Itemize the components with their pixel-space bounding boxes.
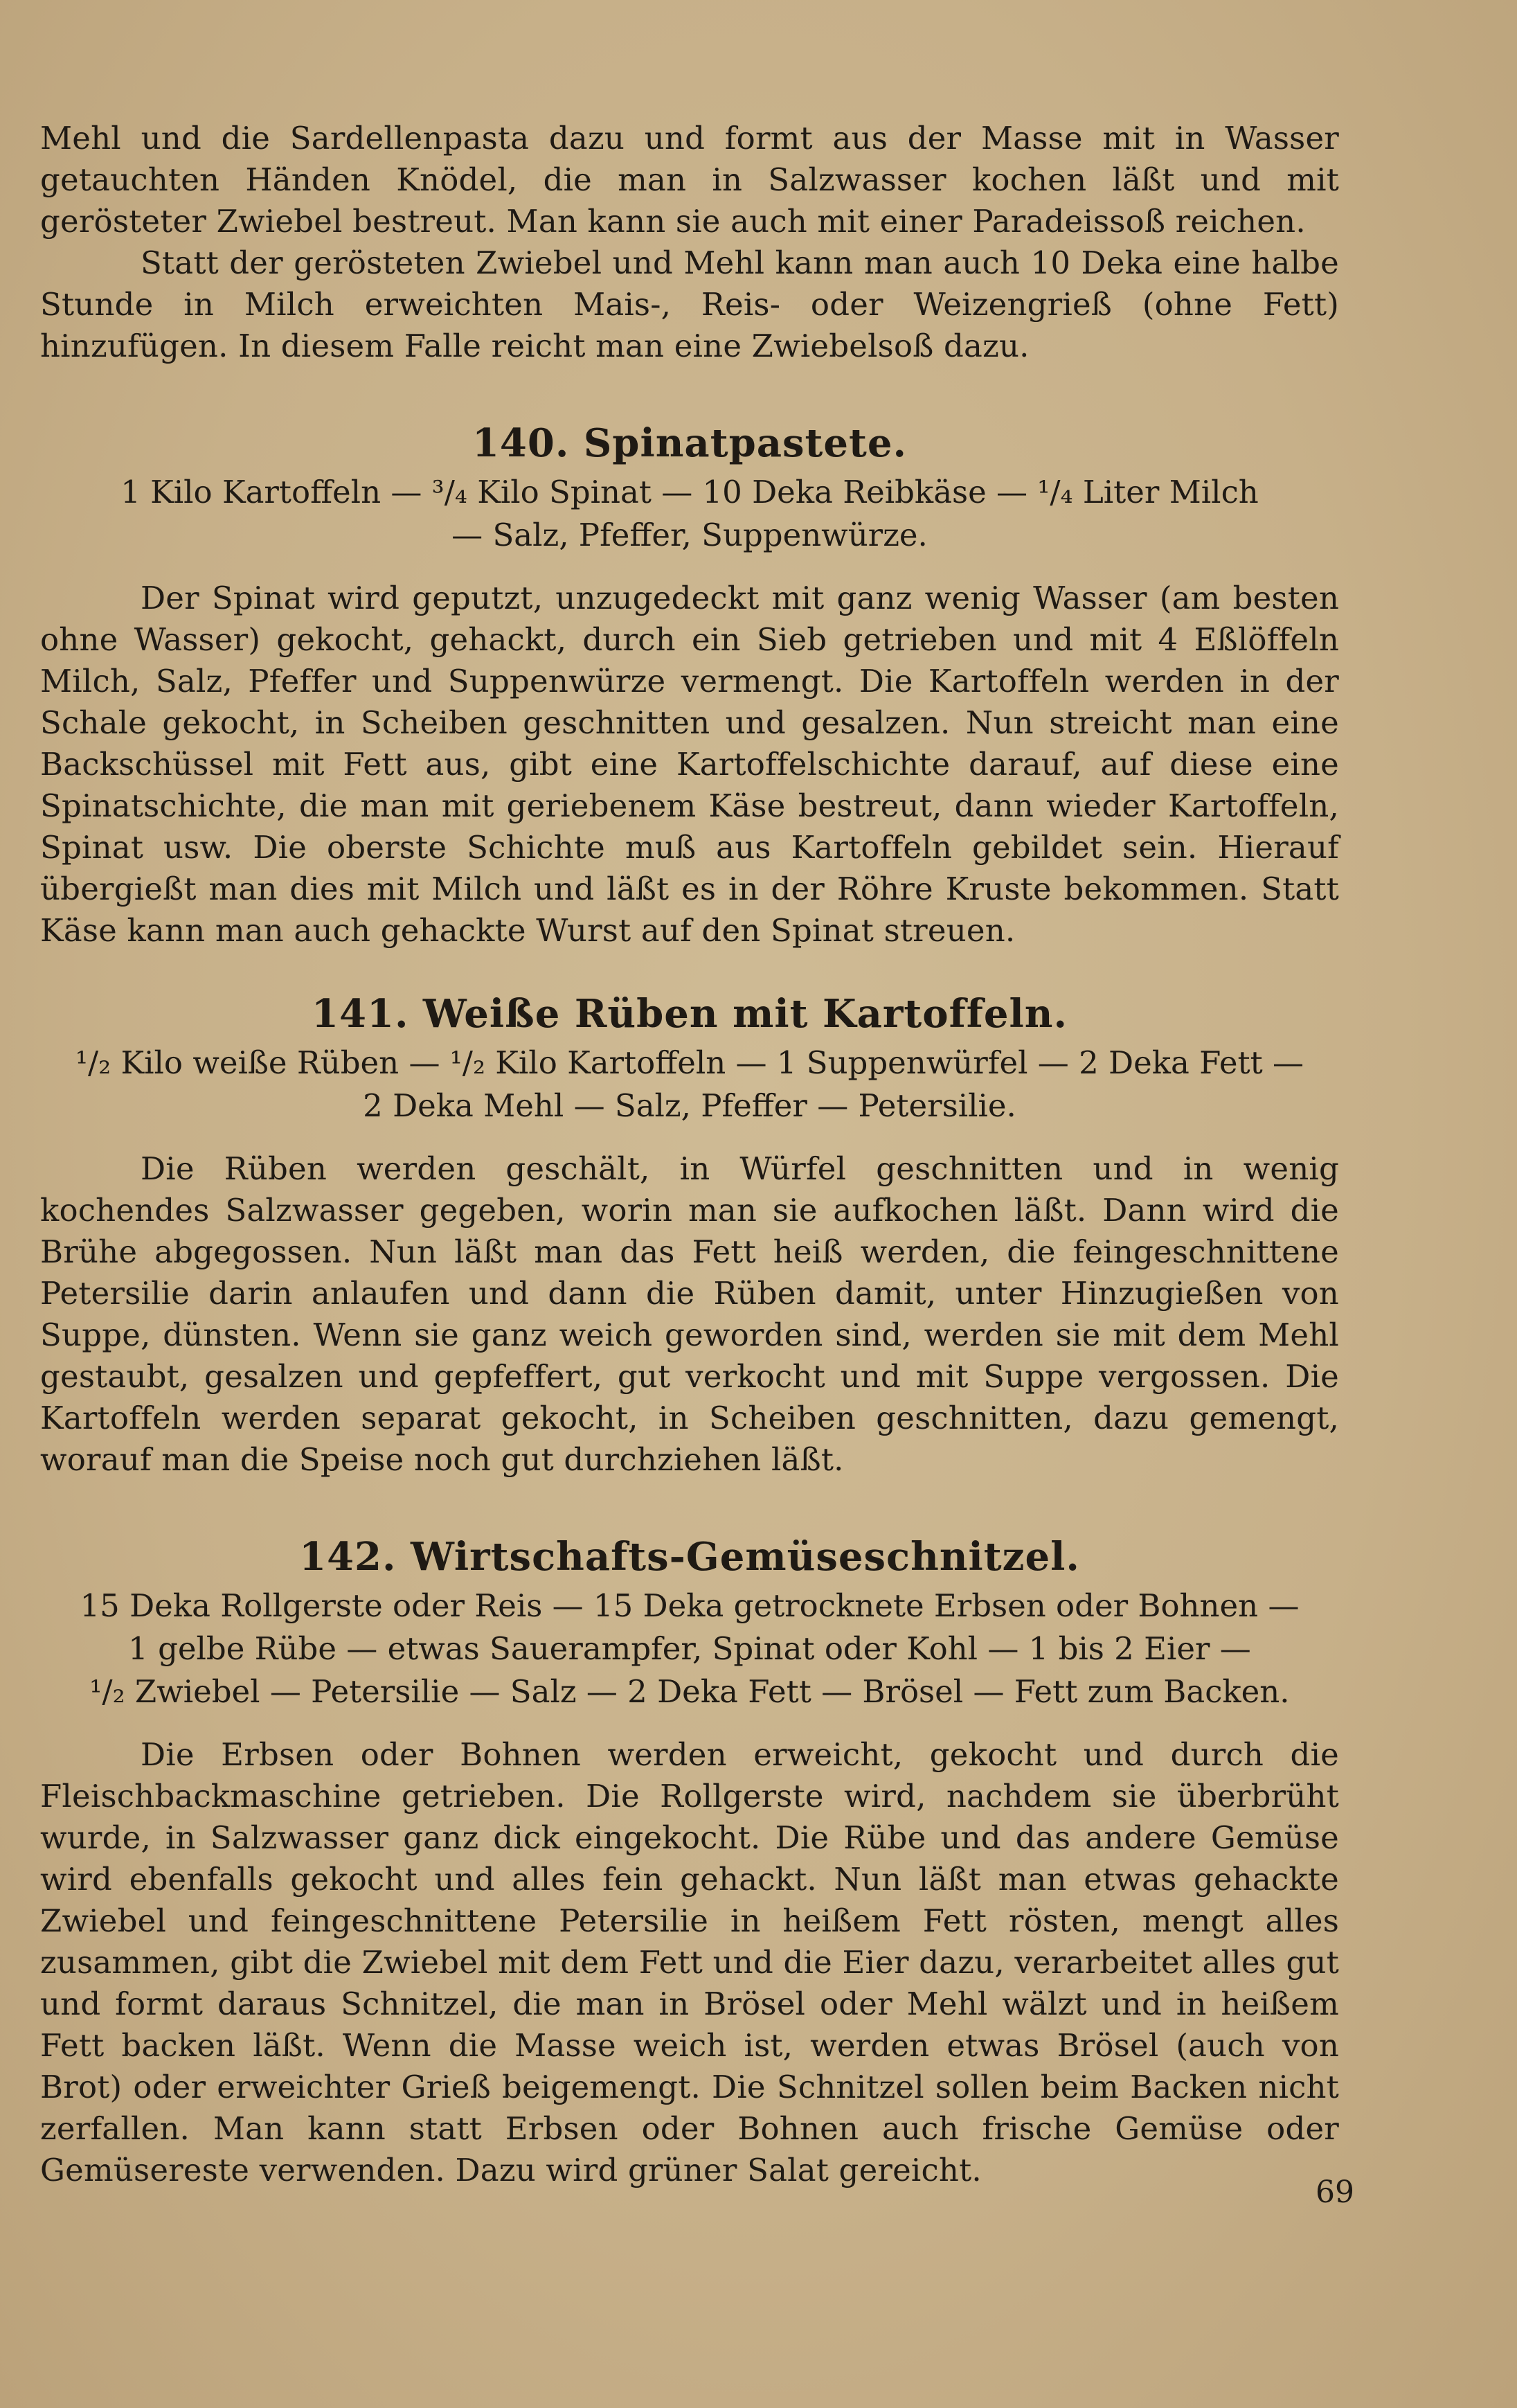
ingredient-line: ¹/₂ Kilo weiße Rüben — ¹/₂ Kilo Kartoffeln — 1 Suppenwürfel — 2 Deka Fett — <box>75 1044 1304 1081</box>
page-content <box>40 118 1339 2191</box>
page-number: 69 <box>1316 2175 1354 2210</box>
ingredient-list <box>40 1585 1339 1713</box>
recipe-instructions: Der Spinat wird geputzt, unzugedeckt mit ganz wenig Wasser (am besten ohne Wasser) gekocht, gehackt, durch ein Sieb getrieben und mit 4 Eßlöffeln Milch, Salz, Pfeffer und Suppenwürze vermengt. Die Kartoffeln werden in der Schale gekocht, in Scheiben geschnitten und gesalzen. Nun streicht man eine Backschüssel mit Fett aus, gibt eine Kartoffelschichte darauf, auf diese eine Spinatschichte, die man mit geriebenem Käse bestreut, dann wieder Kartoffeln, Spinat usw. Die oberste Schichte muß aus Kartoffeln gebildet sein. Hierauf übergießt man dies mit Milch und läßt es in der Röhre Kruste bekommen. Statt Käse kann man auch gehackte Wurst auf den Spinat streuen. <box>40 580 1339 949</box>
recipe-instructions: Die Rüben werden geschält, in Würfel geschnitten und in wenig kochendes Salzwasser gegeben, worin man sie aufkochen läßt. Dann wird die Brühe abgegossen. Nun läßt man das Fett heiß werden, die feingeschnittene Petersilie darin anlaufen und dann die Rüben damit, unter Hinzugießen von Suppe, dünsten. Wenn sie ganz weich geworden sind, werden sie mit dem Mehl gestaubt, gesalzen und gepfeffert, gut verkocht und mit Suppe vergossen. Die Kartoffeln werden separat gekocht, in Scheiben geschnitten, dazu gemengt, worauf man die Speise noch gut durchziehen läßt. <box>40 1150 1339 1478</box>
ingredient-line: 1 Kilo Kartoffeln — ³/₄ Kilo Spinat — 10 Deka Reibkäse — ¹/₄ Liter Milch <box>120 474 1259 510</box>
ingredient-line: 2 Deka Mehl — Salz, Pfeffer — Petersilie. <box>363 1087 1016 1124</box>
ingredient-list <box>40 1042 1339 1127</box>
intro-paragraph: Mehl und die Sardellenpasta dazu und formt aus der Masse mit in Wasser getauchten Händen Knödel, die man in Salzwasser kochen läßt und mit gerösteter Zwiebel bestreut. Man kann sie auch mit einer Paradeissoß reichen. <box>40 120 1339 240</box>
ingredient-line: 1 gelbe Rübe — etwas Sauerampfer, Spinat oder Kohl — 1 bis 2 Eier — <box>128 1630 1251 1667</box>
recipe-instructions: Die Erbsen oder Bohnen werden erweicht, gekocht und durch die Fleischbackmaschine getrieben. Die Rollgerste wird, nachdem sie überbrüht wurde, in Salzwasser ganz dick eingekocht. Die Rübe und das andere Gemüse wird ebenfalls gekocht und alles fein gehackt. Nun läßt man etwas gehackte Zwiebel und feingeschnittene Petersilie in heißem Fett rösten, mengt alles zusammen, gibt die Zwiebel mit dem Fett und die Eier dazu, verarbeitet alles gut und formt daraus Schnitzel, die man in Brösel oder Mehl wälzt und in heißem Fett backen läßt. Wenn die Masse weich ist, werden etwas Brösel (auch von Brot) oder erweichter Grieß beigemengt. Die Schnitzel sollen beim Backen nicht zerfallen. Man kann statt Erbsen oder Bohnen auch frische Gemüse oder Gemüsereste verwenden. Dazu wird grüner Salat gereicht. <box>40 1736 1339 2188</box>
ingredient-list <box>40 471 1339 557</box>
recipe-141 <box>40 986 1339 1481</box>
ingredient-line: 15 Deka Rollgerste oder Reis — 15 Deka getrocknete Erbsen oder Bohnen — <box>80 1587 1300 1624</box>
ingredient-line: — Salz, Pfeffer, Suppenwürze. <box>451 517 928 553</box>
recipe-142 <box>40 1529 1339 2191</box>
recipe-title: 140. Spinatpastete. <box>472 420 908 466</box>
recipe-140 <box>40 416 1339 952</box>
recipe-title: 141. Weiße Rüben mit Kartoffeln. <box>312 991 1068 1037</box>
ingredient-line: ¹/₂ Zwiebel — Petersilie — Salz — 2 Deka Fett — Brösel — Fett zum Backen. <box>89 1673 1290 1710</box>
intro-paragraph: Statt der gerösteten Zwiebel und Mehl kann man auch 10 Deka eine halbe Stunde in Milch erweichten Mais-, Reis- oder Weizengrieß (ohne Fett) hinzufügen. In diesem Falle reicht man eine Zwiebelsoß dazu. <box>40 244 1339 364</box>
recipe-title: 142. Wirtschafts-Gemüseschnitzel. <box>299 1534 1080 1580</box>
